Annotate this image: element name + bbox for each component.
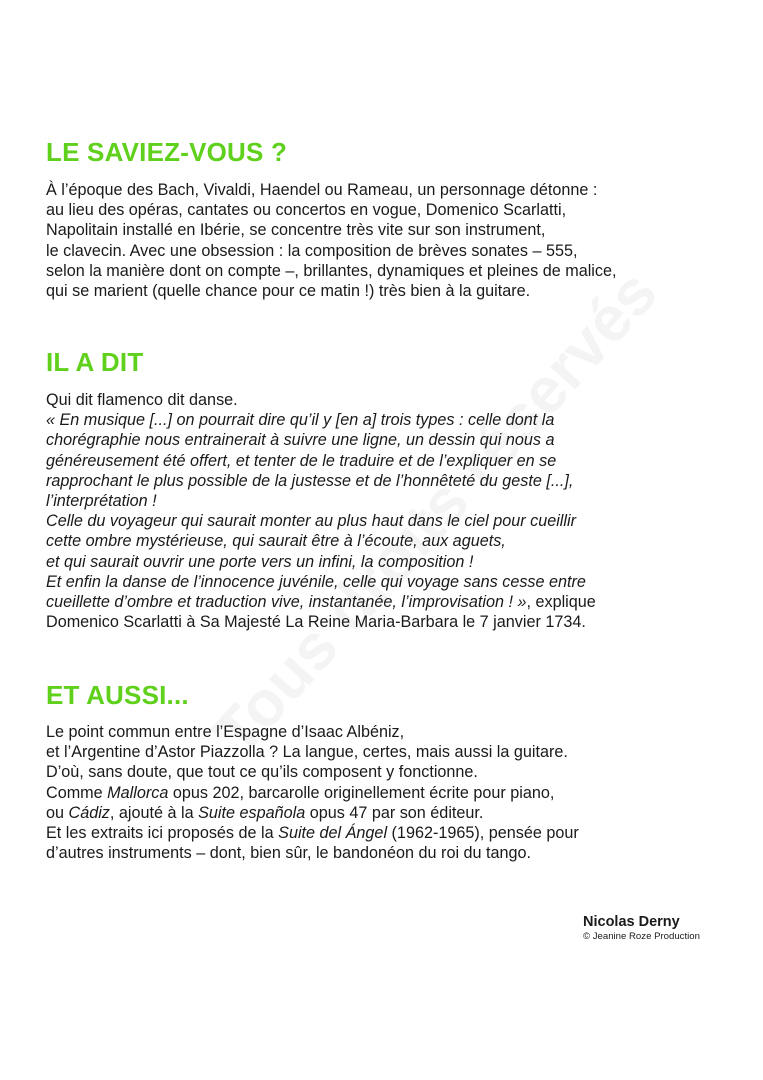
quote-line: l’interprétation ! <box>46 492 157 511</box>
body-line: À l’époque des Bach, Vivaldi, Haendel ou Rameau, un personnage détonne : <box>46 181 598 199</box>
section-il-a-dit <box>46 347 736 632</box>
body-line: qui se marient (quelle chance pour ce matin !) très bien à la guitare. <box>46 282 531 301</box>
quote-line: et qui saurait ouvrir une porte vers un infini, la composition ! <box>46 552 474 571</box>
work-title: Cádiz <box>68 803 110 822</box>
quote-line: chorégraphie nous entrainerait à suivre une ligne, un dessin qui nous a <box>46 431 555 450</box>
text-run: ou <box>46 803 69 822</box>
body-line: D’où, sans doute, que tout ce qu’ils composent y fonctionne. <box>46 763 478 782</box>
section-body <box>46 722 736 863</box>
section-et-aussi <box>46 680 736 863</box>
section-le-saviez-vous <box>46 137 736 301</box>
work-title: Suite española <box>198 803 306 822</box>
text-run: , ajouté à la <box>109 803 199 822</box>
body-line: d’autres instruments – dont, bien sûr, le bandonéon du roi du tango. <box>46 844 532 863</box>
intro-line: Qui dit flamenco dit danse. <box>46 391 238 409</box>
body-line: au lieu des opéras, cantates ou concertos en vogue, Domenico Scarlatti, <box>46 201 567 220</box>
quote-line-with-attribution <box>46 592 736 612</box>
body-line <box>46 823 736 843</box>
quote-line: rapprochant le plus possible de la justesse et de l’honnêteté du geste [...], <box>46 471 574 490</box>
signature <box>583 914 700 943</box>
copyright-credit: © Jeanine Roze Production <box>583 931 700 942</box>
section-body <box>46 390 736 632</box>
quote-line: Et enfin la danse de l’innocence juvénile, celle qui voyage sans cesse entre <box>46 572 586 591</box>
text-run: opus 47 par son éditeur. <box>305 803 484 822</box>
section-title: ET AUSSI... <box>46 680 189 710</box>
body-line: Napolitain installé en Ibérie, se concentre très vite sur son instrument, <box>46 221 546 240</box>
author-name: Nicolas Derny <box>583 914 680 930</box>
body-line: Le point commun entre l’Espagne d’Isaac Albéniz, <box>46 723 405 741</box>
body-line: selon la manière dont on compte –, brillantes, dynamiques et pleines de malice, <box>46 261 617 280</box>
attribution-line: Domenico Scarlatti à Sa Majesté La Reine Maria-Barbara le 7 janvier 1734. <box>46 613 586 632</box>
section-title: LE SAVIEZ-VOUS ? <box>46 137 288 167</box>
work-title: Mallorca <box>107 783 169 802</box>
attribution-tail: , explique <box>526 593 596 612</box>
body-line <box>46 803 736 823</box>
text-run: Et les extraits ici proposés de la <box>46 824 279 843</box>
body-line: le clavecin. Avec une obsession : la composition de brèves sonates – 555, <box>46 241 578 260</box>
quote-line: généreusement été offert, et tenter de le traduire et de l’expliquer en se <box>46 451 557 470</box>
work-title: Suite del Ángel <box>278 824 388 843</box>
body-line <box>46 783 736 803</box>
quote-line: Celle du voyageur qui saurait monter au plus haut dans le ciel pour cueillir <box>46 512 576 531</box>
section-body <box>46 180 736 301</box>
quote-line: cette ombre mystérieuse, qui saurait être à l’écoute, aux aguets, <box>46 532 506 551</box>
text-run: (1962-1965), pensée pour <box>387 824 579 843</box>
quote-end: cueillette d’ombre et traduction vive, instantanée, l’improvisation ! » <box>46 593 527 612</box>
text-run: opus 202, barcarolle originellement écrite pour piano, <box>168 783 555 802</box>
quote-line: « En musique [...] on pourrait dire qu’il y [en a] trois types : celle dont la <box>46 411 555 430</box>
section-title: IL A DIT <box>46 347 144 377</box>
text-run: Comme <box>46 783 108 802</box>
body-line: et l’Argentine d’Astor Piazzolla ? La langue, certes, mais aussi la guitare. <box>46 743 568 762</box>
